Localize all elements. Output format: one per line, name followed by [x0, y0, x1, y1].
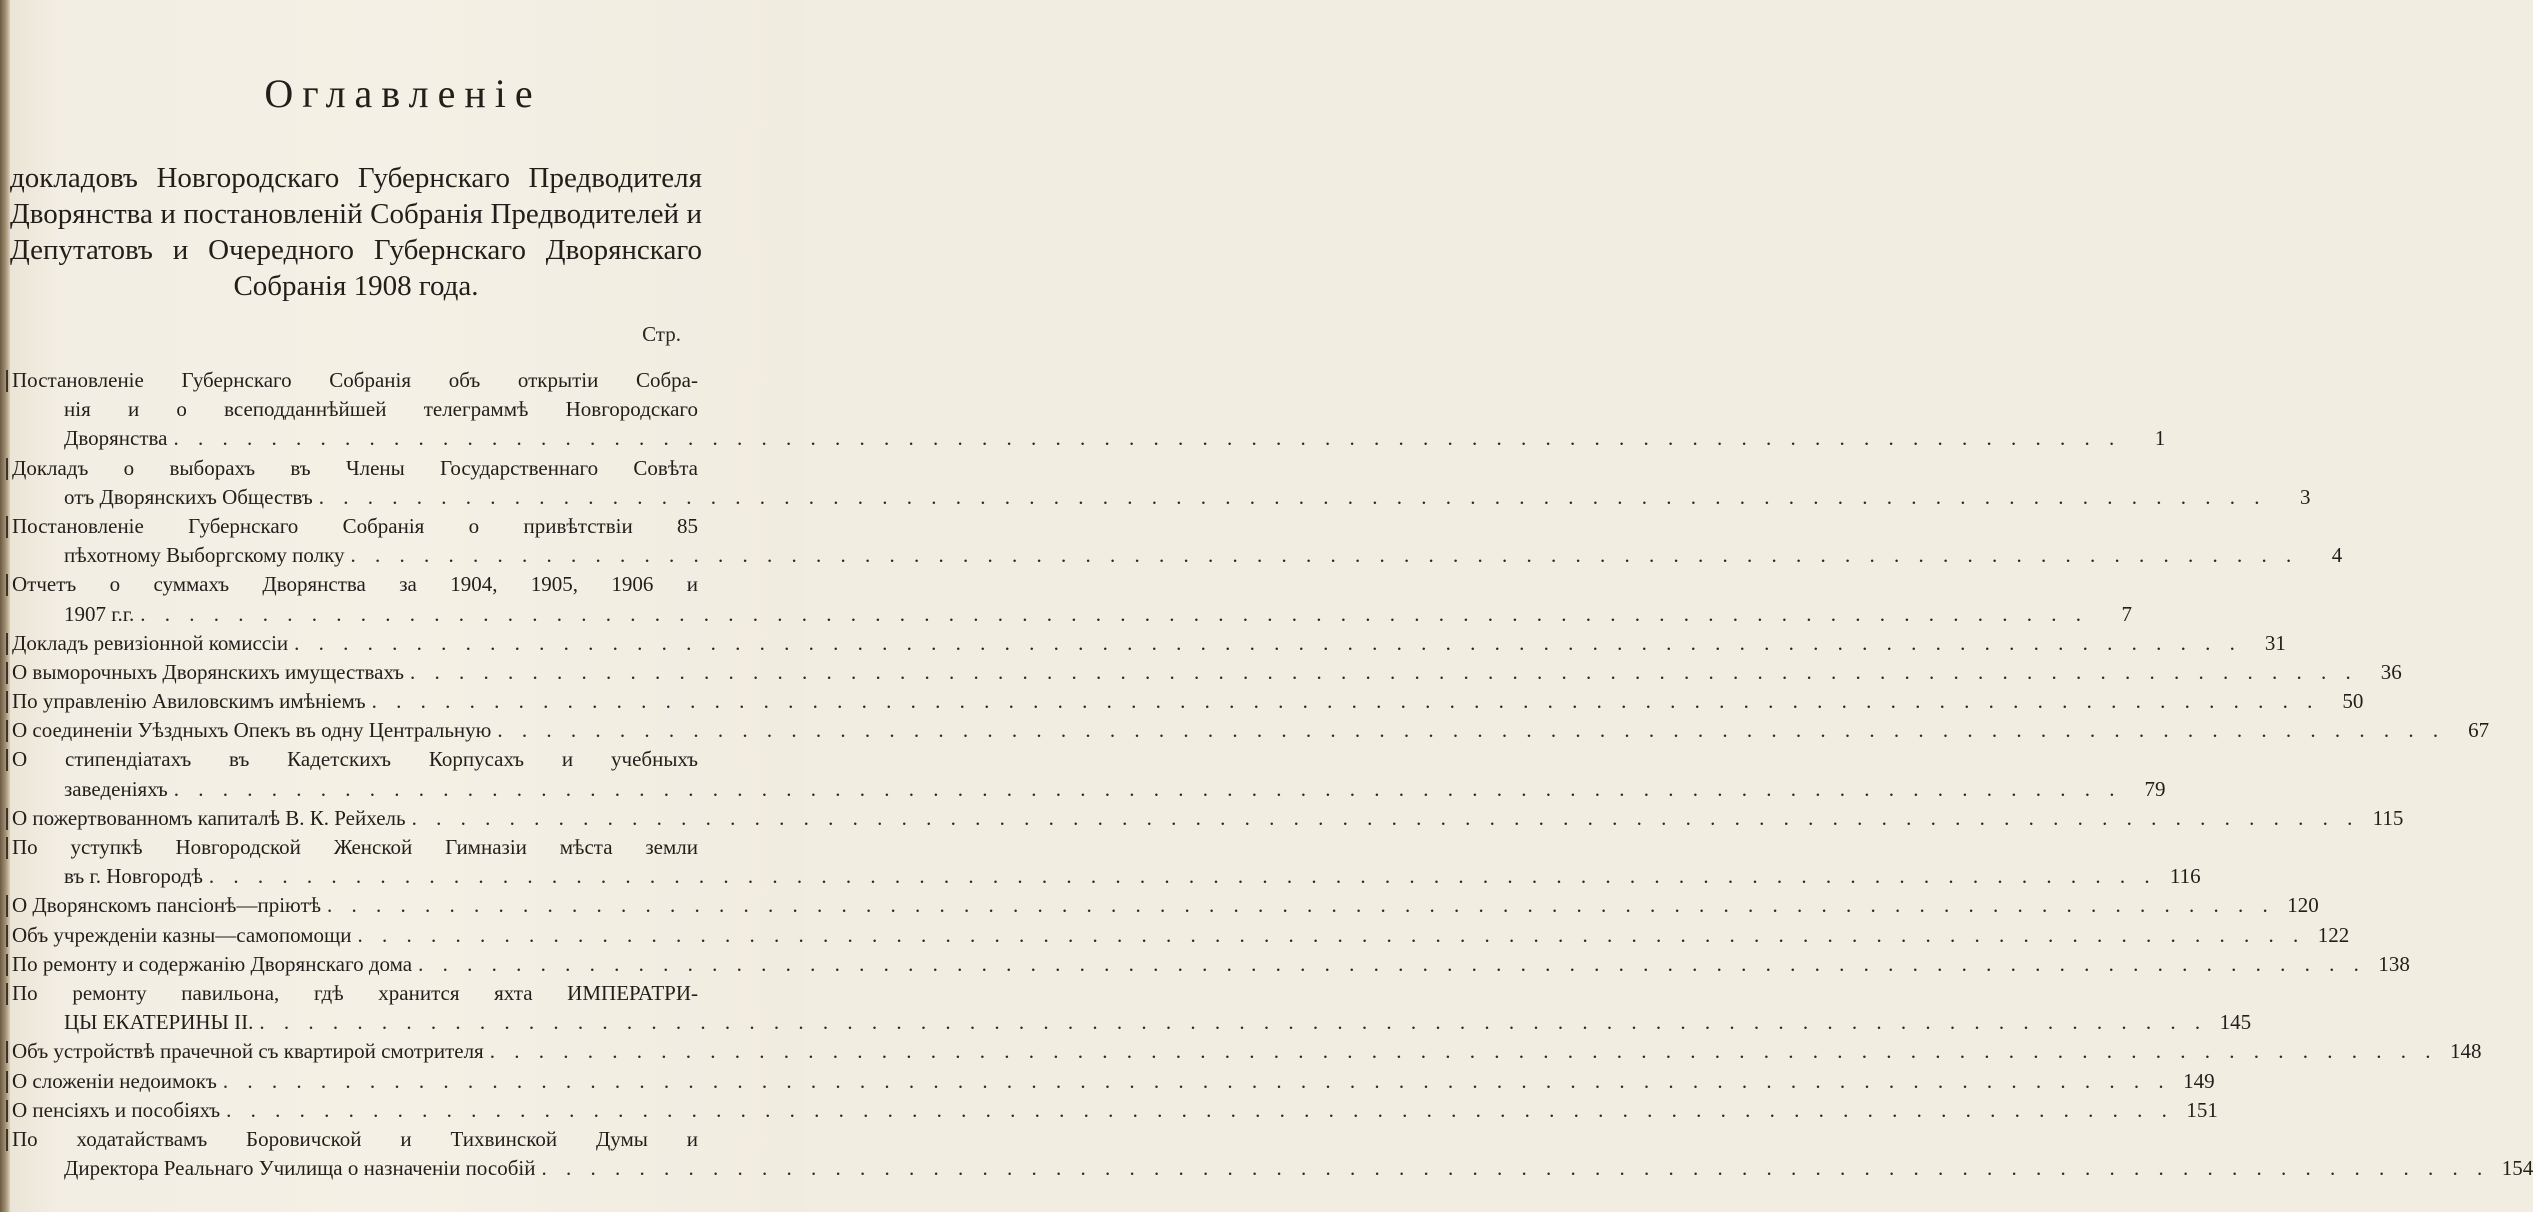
- toc-page-number: 36: [2380, 659, 2402, 684]
- toc-entry-line: [12, 979, 698, 1008]
- margin-mark: [6, 1129, 8, 1151]
- toc-entry-line: [12, 1154, 2533, 1183]
- dot-leader: . . . . . . . . . . . . . . . . . . . . . . . . . . . . . . . . . . . . . . . . . . . . . . . . . . . . . . . . . . . . . . . . . . . . . . . . . . . . . . . .: [318, 484, 2267, 509]
- margin-mark: [6, 749, 8, 771]
- toc-entry-line: [12, 891, 2319, 920]
- toc-page-number: 148: [2449, 1039, 2482, 1064]
- toc-entry: [12, 570, 2132, 628]
- dot-leader: . . . . . . . . . . . . . . . . . . . . . . . . . . . . . . . . . . . . . . . . . . . . . . . . . . . . . . . . . . . . . . . . . . . . . . . . . . . . . . . .: [418, 951, 2366, 976]
- dot-leader: . . . . . . . . . . . . . . . . . . . . . . . . . . . . . . . . . . . . . . . . . . . . . . . . . . . . . . . . . . . . . . . . . . . . . . . . . . . . . . . .: [294, 630, 2242, 655]
- toc-entry-text: По ходатайствамъ Боровичской и Тихвинской Думы и: [12, 1126, 698, 1151]
- margin-mark: [6, 458, 8, 480]
- toc-entry-text: По ремонту и содержанію Дворянскаго дома: [12, 951, 413, 976]
- toc-page-number: 7: [2121, 601, 2132, 626]
- toc-entry: [12, 512, 2343, 570]
- toc-entry-line: [12, 1037, 2482, 1066]
- toc-entry-text: 1907 г.г.: [64, 601, 135, 626]
- toc-entry-text: Постановленіе Губернскаго Собранія о привѣтствіи 85: [12, 513, 698, 538]
- toc-page-number: 120: [2287, 893, 2319, 918]
- toc-page-number: 138: [2378, 951, 2410, 976]
- margin-mark: [6, 925, 8, 947]
- dot-leader: . . . . . . . . . . . . . . . . . . . . . . . . . . . . . . . . . . . . . . . . . . . . . . . . . . . . . . . . . . . . . . . . . . . . . . . . . . . . . . . .: [410, 659, 2358, 684]
- margin-mark: [6, 720, 8, 742]
- toc-entry: [12, 366, 2166, 454]
- toc-page-number: 50: [2342, 689, 2364, 714]
- toc-entry-text: По управленію Авиловскимъ имѣніемъ: [12, 689, 366, 714]
- toc-entry-line: [12, 921, 2350, 950]
- toc-entry-line: [12, 483, 2311, 512]
- toc-entry-line: [12, 454, 698, 483]
- toc-entry-line: [12, 1067, 2215, 1096]
- dot-leader: . . . . . . . . . . . . . . . . . . . . . . . . . . . . . . . . . . . . . . . . . . . . . . . . . . . . . . . . . . . . . . . . . . . . . . . . . . . . . . . .: [222, 1068, 2171, 1093]
- toc-page-number: 145: [2219, 1010, 2252, 1035]
- toc-entry-line: [12, 1008, 2252, 1037]
- toc-entry: [12, 1096, 2218, 1125]
- toc-entry-text: отъ Дворянскихъ Обществъ: [64, 484, 313, 509]
- toc-entry-line: [12, 833, 698, 862]
- toc-entry-line: [12, 366, 698, 395]
- toc-entry-text: О Дворянскомъ пансіонѣ—пріютѣ: [12, 893, 322, 918]
- toc-entry-line: [12, 570, 698, 599]
- toc-entry-text: заведеніяхъ: [64, 776, 168, 801]
- dot-leader: . . . . . . . . . . . . . . . . . . . . . . . . . . . . . . . . . . . . . . . . . . . . . . . . . . . . . . . . . . . . . . . . . . . . . . . . . . . . . . . .: [497, 718, 2446, 743]
- toc-page-number: 154: [2501, 1156, 2533, 1181]
- toc-entry-text: О выморочныхъ Дворянскихъ имуществахъ: [12, 659, 405, 684]
- toc-page-number: 115: [2372, 805, 2404, 830]
- toc-entry: [12, 1067, 2215, 1096]
- toc-entry-text: Отчетъ о суммахъ Дворянства за 1904, 1905, 1906 и: [12, 572, 698, 597]
- dot-leader: . . . . . . . . . . . . . . . . . . . . . . . . . . . . . . . . . . . . . . . . . . . . . . . . . . . . . . . . . . . . . . . . . . . . . . . . . . . . . . . .: [259, 1010, 2208, 1035]
- toc-entry-text: По ремонту павильона, гдѣ хранится яхта ИМПЕРАТРИ-: [12, 980, 698, 1005]
- margin-mark: [6, 633, 8, 655]
- toc-entry-text: О стипендіатахъ въ Кадетскихъ Корпусахъ и учебныхъ: [12, 747, 698, 772]
- dot-leader: . . . . . . . . . . . . . . . . . . . . . . . . . . . . . . . . . . . . . . . . . . . . . . . . . . . . . . . . . . . . . . . . . . . . . . . . . . . . . . . .: [327, 893, 2275, 918]
- toc-entry-text: Постановленіе Губернскаго Собранія объ открытіи Собра-: [12, 368, 698, 392]
- dot-leader: . . . . . . . . . . . . . . . . . . . . . . . . . . . . . . . . . . . . . . . . . . . . . . . . . . . . . . . . . . . . . . . . . . . . . . . . . . . . . . . .: [411, 805, 2360, 830]
- margin-mark: [6, 983, 8, 1005]
- toc-entry-line: [12, 804, 2404, 833]
- toc-entry-text: О сложеніи недоимокъ: [12, 1068, 217, 1093]
- margin-mark: [6, 662, 8, 684]
- toc-entry: [12, 687, 2364, 716]
- toc-entry: [12, 629, 2286, 658]
- dot-leader: . . . . . . . . . . . . . . . . . . . . . . . . . . . . . . . . . . . . . . . . . . . . . . . . . . . . . . . . . . . . . . . . . . . . . . . . . . . . . . . .: [226, 1097, 2174, 1122]
- toc-entry-text: О соединеніи Уѣздныхъ Опекъ въ одну Центральную: [12, 718, 492, 743]
- margin-mark: [6, 1071, 8, 1093]
- margin-mark: [6, 808, 8, 830]
- toc-page-number: 31: [2264, 630, 2286, 655]
- toc-page-number: 4: [2331, 543, 2343, 568]
- margin-mark: [6, 574, 8, 596]
- toc-entry-text: Дворянства: [64, 426, 168, 451]
- toc-entry-line: [12, 629, 2286, 658]
- toc-entry-line: [12, 541, 2343, 570]
- toc-page-number: 151: [2186, 1097, 2218, 1122]
- toc-entry-text: Докладъ ревизіонной комиссіи: [12, 630, 289, 655]
- toc-entry-text: въ г. Новгородѣ: [64, 864, 203, 889]
- toc-entry-text: нія и о всеподданнѣйшей телеграммѣ Новгородскаго: [64, 397, 698, 422]
- toc-entry: [12, 454, 2311, 512]
- toc-entry-text: Директора Реальнаго Училища о назначеніи пособій: [64, 1156, 536, 1181]
- toc-page-number: 116: [2169, 864, 2201, 889]
- table-of-contents: [12, 366, 2533, 1183]
- toc-entry: [12, 804, 2404, 833]
- toc-entry: [12, 1037, 2482, 1066]
- toc-page-number: 122: [2317, 922, 2350, 947]
- toc-page-number: 3: [2299, 484, 2311, 509]
- margin-mark: [6, 516, 8, 538]
- dot-leader: . . . . . . . . . . . . . . . . . . . . . . . . . . . . . . . . . . . . . . . . . . . . . . . . . . . . . . . . . . . . . . . . . . . . . . . . . . . . . . . .: [371, 689, 2320, 714]
- margin-mark: [6, 370, 8, 392]
- toc-entry-text: О пожертвованномъ капиталѣ В. К. Рейхель: [12, 805, 406, 830]
- toc-entry-text: ЦЫ ЕКАТЕРИНЫ II.: [64, 1010, 254, 1035]
- toc-entry-text: Объ учрежденіи казны—самопомощи: [12, 922, 352, 947]
- dot-leader: . . . . . . . . . . . . . . . . . . . . . . . . . . . . . . . . . . . . . . . . . . . . . . . . . . . . . . . . . . . . . . . . . . . . . . . . . . . . . . . .: [173, 426, 2122, 451]
- toc-entry: [12, 658, 2402, 687]
- toc-entry-line: [12, 1125, 698, 1154]
- toc-page-number: 79: [2144, 776, 2166, 801]
- book-spine-shadow: [0, 0, 10, 1212]
- toc-entry-text: пѣхотному Выборгскому полку: [64, 543, 345, 568]
- toc-entry-text: Объ устройствѣ прачечной съ квартирой смотрителя: [12, 1039, 484, 1064]
- toc-page-number: 149: [2183, 1068, 2215, 1093]
- margin-mark: [6, 895, 8, 917]
- margin-mark: [6, 954, 8, 976]
- toc-entry: [12, 833, 2201, 891]
- toc-entry: [12, 979, 2252, 1037]
- toc-page-number: 67: [2468, 718, 2490, 743]
- toc-entry-line: [12, 1096, 2218, 1125]
- dot-leader: . . . . . . . . . . . . . . . . . . . . . . . . . . . . . . . . . . . . . . . . . . . . . . . . . . . . . . . . . . . . . . . . . . . . . . . . . . . . . . . .: [140, 601, 2088, 626]
- margin-mark: [6, 1041, 8, 1063]
- dot-leader: . . . . . . . . . . . . . . . . . . . . . . . . . . . . . . . . . . . . . . . . . . . . . . . . . . . . . . . . . . . . . . . . . . . . . . . . . . . . . . . .: [489, 1039, 2438, 1064]
- toc-entry-text: Докладъ о выборахъ въ Члены Государственнаго Совѣта: [12, 455, 698, 480]
- toc-entry-line: [12, 424, 2166, 453]
- dot-leader: . . . . . . . . . . . . . . . . . . . . . . . . . . . . . . . . . . . . . . . . . . . . . . . . . . . . . . . . . . . . . . . . . . . . . . . . . . . . . . . .: [173, 776, 2122, 801]
- toc-entry: [12, 745, 2166, 803]
- toc-entry-line: [12, 687, 2364, 716]
- toc-entry-line: [12, 950, 2410, 979]
- toc-page-number: 1: [2154, 426, 2166, 451]
- toc-entry-line: [12, 862, 2201, 891]
- margin-mark: [6, 1100, 8, 1122]
- toc-entry-text: По уступкѣ Новгородской Женской Гимназіи мѣста земли: [12, 835, 698, 859]
- toc-entry-line: [12, 716, 2490, 745]
- toc-entry: [12, 891, 2319, 920]
- page-subtitle: докладовъ Новгородскаго Губернскаго Предводителя Дворянства и постановленій Собранія Предводителей и Депутатовъ и Очередного Губернскаго Дворянскаго Собранія 1908 года.: [10, 162, 702, 302]
- toc-entry-line: [12, 745, 698, 774]
- margin-mark: [6, 691, 8, 713]
- margin-mark: [6, 837, 8, 859]
- page-column-label: Стр.: [642, 322, 681, 346]
- toc-entry-line: [12, 775, 2166, 804]
- toc-entry-line: [12, 512, 698, 541]
- dot-leader: . . . . . . . . . . . . . . . . . . . . . . . . . . . . . . . . . . . . . . . . . . . . . . . . . . . . . . . . . . . . . . . . . . . . . . . . . . . . . . . .: [357, 922, 2306, 947]
- dot-leader: . . . . . . . . . . . . . . . . . . . . . . . . . . . . . . . . . . . . . . . . . . . . . . . . . . . . . . . . . . . . . . . . . . . . . . . . . . . . . . . .: [541, 1156, 2490, 1181]
- dot-leader: . . . . . . . . . . . . . . . . . . . . . . . . . . . . . . . . . . . . . . . . . . . . . . . . . . . . . . . . . . . . . . . . . . . . . . . . . . . . . . . .: [350, 543, 2299, 568]
- toc-entry: [12, 1125, 2533, 1183]
- toc-entry-line: [12, 658, 2402, 687]
- dot-leader: . . . . . . . . . . . . . . . . . . . . . . . . . . . . . . . . . . . . . . . . . . . . . . . . . . . . . . . . . . . . . . . . . . . . . . . . . . . . . . . .: [208, 864, 2157, 889]
- toc-entry: [12, 716, 2490, 745]
- toc-entry-line: [12, 395, 698, 424]
- toc-entry: [12, 921, 2350, 950]
- toc-entry-line: [12, 600, 2132, 629]
- toc-entry-text: О пенсіяхъ и пособіяхъ: [12, 1097, 221, 1122]
- page-title: Оглавленіе: [264, 71, 542, 116]
- toc-entry: [12, 950, 2410, 979]
